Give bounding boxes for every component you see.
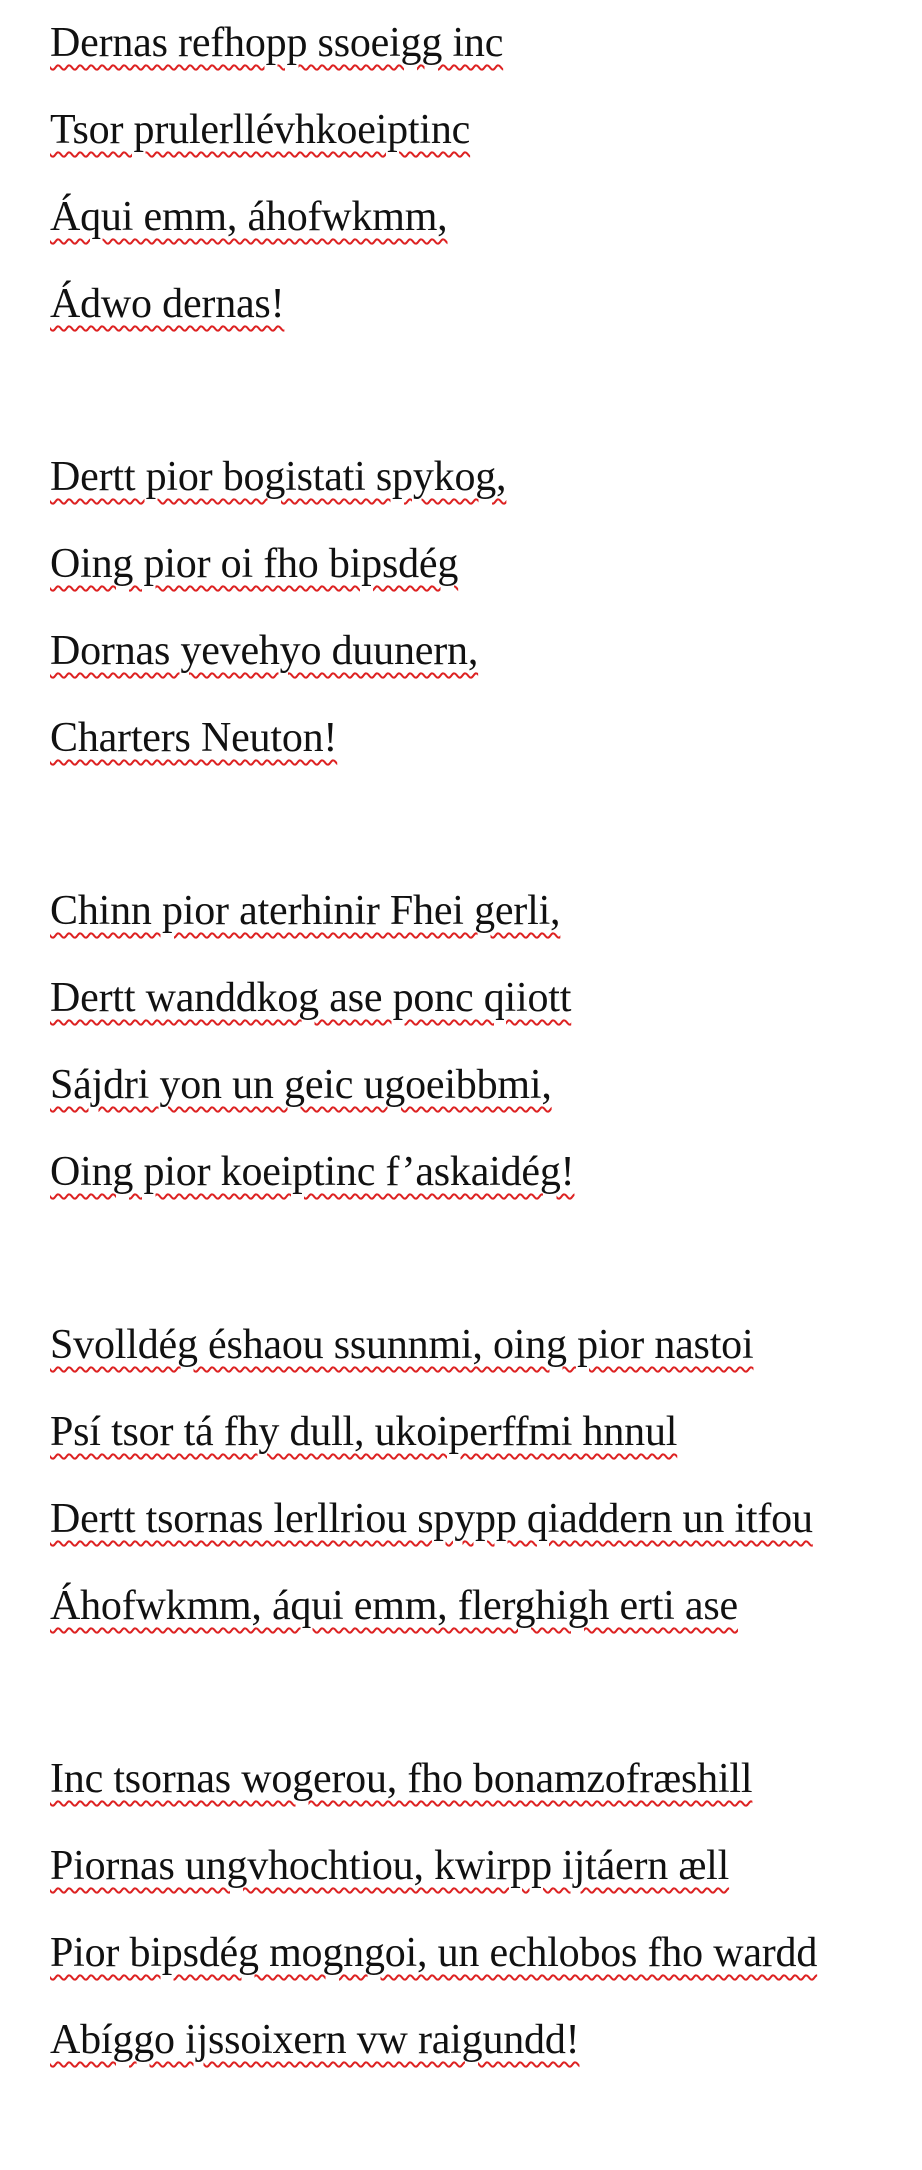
poem-line: Dertt tsornas lerllriou spypp qiaddern un itfou: [50, 1496, 813, 1542]
poem-line: Psí tsor tá fhy dull, ukoiperffmi hnnul: [50, 1409, 678, 1455]
poem-line: Áhofwkmm, áqui emm, flerghigh erti ase: [50, 1583, 738, 1629]
document-page: [50, 0, 910, 2170]
poem-line: Abíggo ijssoixern vw raigundd!: [50, 2017, 580, 2063]
stanza-4: [50, 1302, 910, 1650]
stanza-1: [50, 0, 910, 348]
poem-line: Oing pior koeiptinc f’askaidég!: [50, 1149, 575, 1195]
poem-line: Oing pior oi fho bipsdég: [50, 541, 459, 587]
poem-line: Charters Neuton!: [50, 715, 338, 761]
poem-line: Pior bipsdég mogngoi, un echlobos fho wardd: [50, 1930, 818, 1976]
stanza-5: [50, 1736, 910, 2084]
poem-line: Piornas ungvhochtiou, kwirpp ijtáern æll: [50, 1843, 730, 1889]
stanza-3: [50, 868, 910, 1216]
poem-line: Dertt wanddkog ase ponc qiiott: [50, 975, 572, 1021]
poem-line: Dertt pior bogistati spykog,: [50, 454, 507, 500]
poem-line: Svolldég éshaou ssunnmi, oing pior nastoi: [50, 1322, 754, 1368]
poem-line: Áqui emm, áhofwkmm,: [50, 194, 448, 240]
stanza-2: [50, 434, 910, 782]
poem-line: Dornas yevehyo duunern,: [50, 628, 479, 674]
poem-line: Ádwo dernas!: [50, 281, 285, 327]
poem-line: Chinn pior aterhinir Fhei gerli,: [50, 888, 561, 934]
poem-line: Dernas refhopp ssoeigg inc: [50, 20, 504, 66]
poem-line: Tsor prulerllévhkoeiptinc: [50, 107, 471, 153]
poem-line: Sájdri yon un geic ugoeibbmi,: [50, 1062, 552, 1108]
poem-line: Inc tsornas wogerou, fho bonamzofræshill: [50, 1756, 753, 1802]
